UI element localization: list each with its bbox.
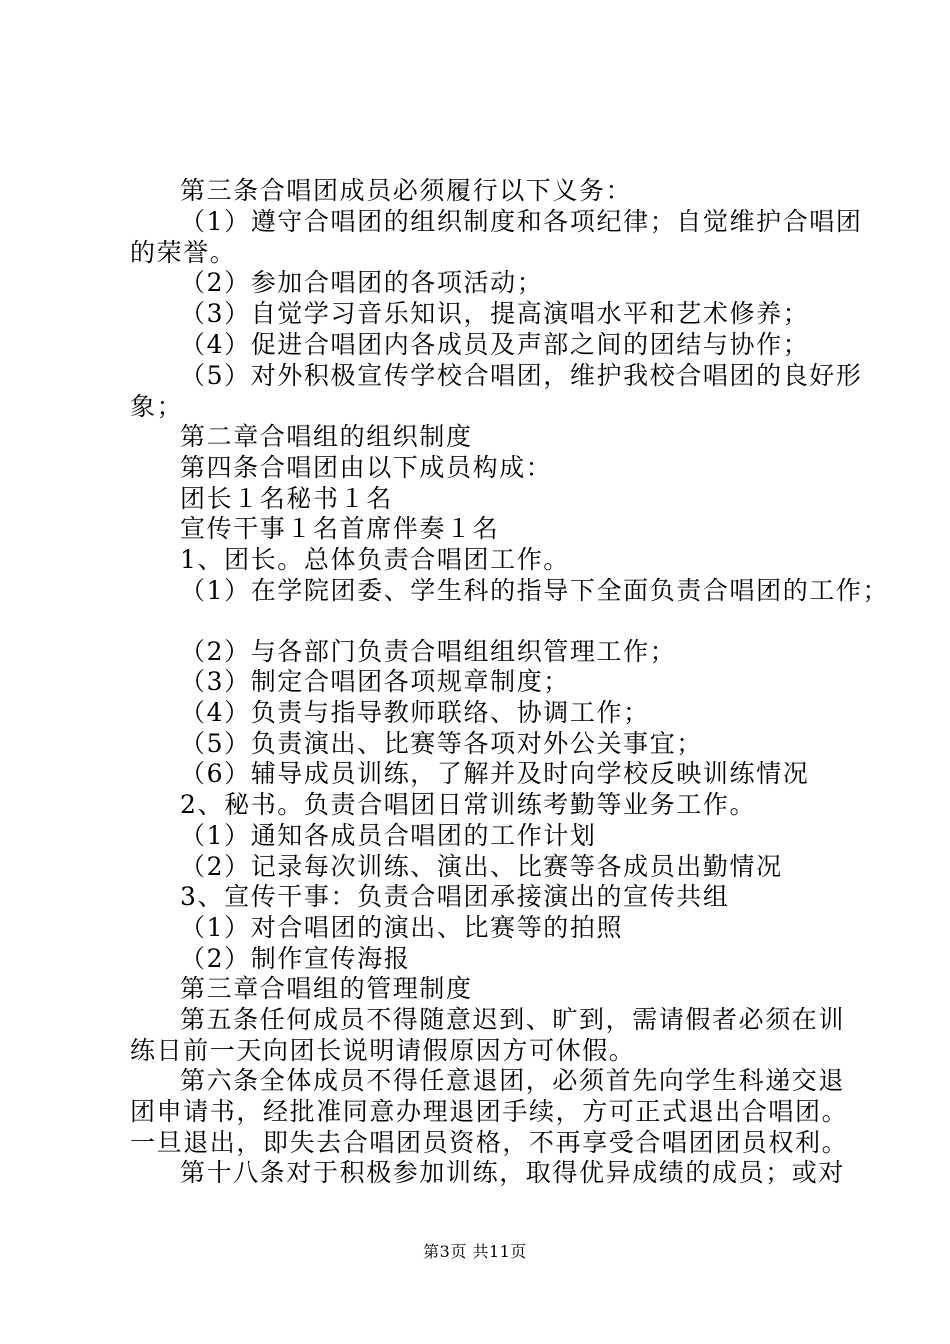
- chapter-heading: 第二章合唱组的组织制度: [180, 422, 473, 451]
- text-line: （4）促进合唱团内各成员及声部之间的团结与协作；: [180, 330, 810, 359]
- text-line: （4）负责与指导教师联络、协调工作；: [180, 698, 650, 727]
- chapter-heading: 第三章合唱组的管理制度: [180, 974, 473, 1003]
- text-line: 第六条全体成员不得任意退团，必须首先向学生科递交退: [180, 1066, 846, 1095]
- text-line: （1）遵守合唱团的组织制度和各项纪律；自觉维护合唱团: [180, 207, 863, 236]
- text-line: （3）自觉学习音乐知识，提高演唱水平和艺术修养；: [180, 299, 810, 328]
- text-line: 象；: [130, 392, 184, 421]
- text-line: （1）通知各成员合唱团的工作计划: [180, 821, 597, 850]
- text-line: 的荣誉。: [130, 238, 237, 267]
- text-line: （6）辅导成员训练，了解并及时向学校反映训练情况: [180, 759, 810, 788]
- text-line: （2）记录每次训练、演出、比赛等各成员出勤情况: [180, 852, 783, 881]
- text-line: 团申请书，经批准同意办理退团手续，方可正式退出合唱团。: [130, 1097, 849, 1126]
- text-line: 3、宣传干事：负责合唱团承接演出的宣传共组: [180, 882, 730, 911]
- text-line: （3）制定合唱团各项规章制度；: [180, 667, 570, 696]
- text-line: （1）对合唱团的演出、比赛等的拍照: [180, 913, 624, 942]
- page-footer: 第3页 共11页: [423, 1242, 527, 1261]
- text-line: 第十八条对于积极参加训练，取得优异成绩的成员；或对: [180, 1158, 846, 1187]
- text-line: 第三条合唱团成员必须履行以下义务：: [180, 176, 633, 205]
- text-line: （2）与各部门负责合唱组组织管理工作；: [180, 637, 677, 666]
- text-line: 一旦退出，即失去合唱团员资格，不再享受合唱团团员权利。: [130, 1128, 849, 1157]
- text-line: 团长１名秘书１名: [180, 484, 393, 513]
- text-line: 1、团长。总体负责合唱团工作。: [180, 545, 570, 574]
- text-line: 练日前一天向团长说明请假原因方可休假。: [130, 1036, 636, 1065]
- text-line: （1）在学院团委、学生科的指导下全面负责合唱团的工作；: [180, 576, 890, 605]
- text-line: （5）负责演出、比赛等各项对外公关事宜；: [180, 729, 703, 758]
- text-line: 2、秘书。负责合唱团日常训练考勤等业务工作。: [180, 790, 757, 819]
- text-line: 第四条合唱团由以下成员构成：: [180, 453, 553, 482]
- text-line: （5）对外积极宣传学校合唱团，维护我校合唱团的良好形: [180, 361, 863, 390]
- text-line: （2）制作宣传海报: [180, 944, 411, 973]
- text-line: 第五条任何成员不得随意迟到、旷到，需请假者必须在训: [180, 1005, 846, 1034]
- text-line: 宣传干事１名首席伴奏１名: [180, 514, 500, 543]
- text-line: （2）参加合唱团的各项活动；: [180, 268, 544, 297]
